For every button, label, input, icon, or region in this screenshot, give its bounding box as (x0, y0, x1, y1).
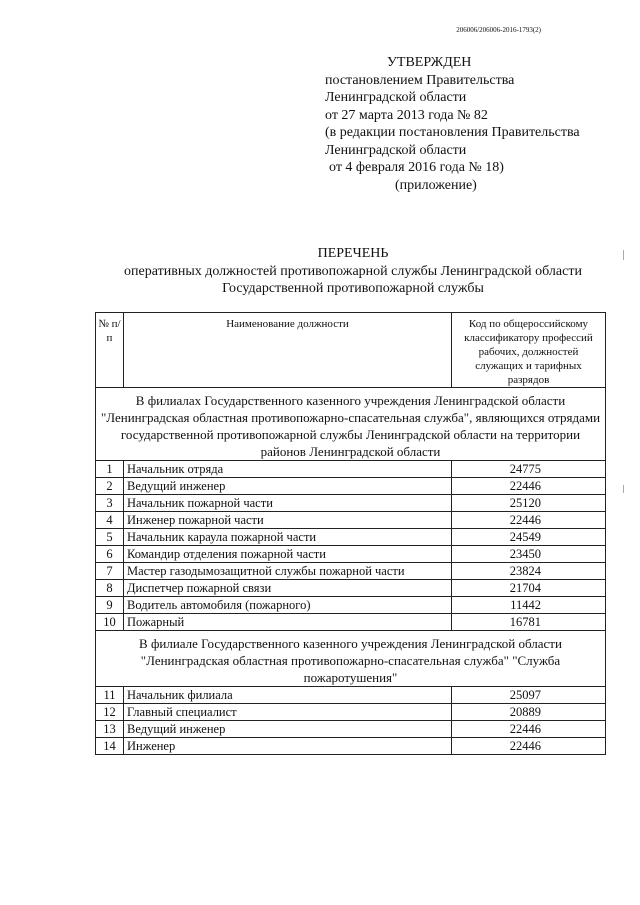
document-heading (0, 245, 640, 298)
approval-line: Ленинградской области (325, 90, 467, 105)
table-row (96, 529, 606, 546)
table-row (96, 461, 606, 478)
approval-line: от 27 марта 2013 года № 82 (325, 107, 488, 123)
row-code: 21704 (452, 580, 606, 597)
document-id: 206006/206006-2016-1793(2) (456, 26, 541, 34)
positions-table (95, 312, 606, 755)
approval-title: УТВЕРЖДЕН (387, 55, 472, 70)
row-code: 22446 (452, 721, 606, 738)
table-row (96, 738, 606, 755)
row-code: 16781 (452, 614, 606, 631)
row-number: 5 (96, 529, 124, 546)
approval-block (325, 54, 580, 194)
approval-line: (в редакции постановления Правительства (325, 125, 580, 140)
approval-line: от 4 февраля 2016 года № 18) (329, 160, 504, 175)
row-number: 9 (96, 597, 124, 614)
scan-mark (623, 250, 624, 260)
table-row (96, 721, 606, 738)
section-row (96, 631, 606, 687)
row-code: 20889 (452, 704, 606, 721)
table-row (96, 597, 606, 614)
row-number: 10 (96, 614, 124, 631)
heading-line: оперативных должностей противопожарной службы Ленинградской области (124, 263, 582, 279)
row-code: 22446 (452, 738, 606, 755)
row-number: 13 (96, 721, 124, 738)
section-row (96, 388, 606, 461)
section-title: В филиалах Государственного казенного учреждения Ленинградской области "Ленинградская областная противопожарно-спасательная служба", являющихся отрядами государственной противопожарной службы Ленинградской области на территории районов Ленинградской области (96, 388, 606, 461)
row-position-name: Начальник пожарной части (124, 495, 452, 512)
row-code: 24775 (452, 461, 606, 478)
table-row (96, 563, 606, 580)
row-number: 4 (96, 512, 124, 529)
row-position-name: Водитель автомобиля (пожарного) (124, 597, 452, 614)
row-number: 7 (96, 563, 124, 580)
row-code: 25120 (452, 495, 606, 512)
heading-title: ПЕРЕЧЕНЬ (317, 246, 389, 261)
row-number: 3 (96, 495, 124, 512)
row-number: 12 (96, 704, 124, 721)
row-position-name: Начальник караула пожарной части (124, 529, 452, 546)
table-row (96, 512, 606, 529)
table-row (96, 687, 606, 704)
row-number: 1 (96, 461, 124, 478)
row-position-name: Главный специалист (124, 704, 452, 721)
row-number: 14 (96, 738, 124, 755)
table-row (96, 478, 606, 495)
row-code: 23824 (452, 563, 606, 580)
approval-line: постановлением Правительства (325, 72, 515, 88)
row-position-name: Инженер (124, 738, 452, 755)
heading-line: Государственной противопожарной службы (222, 281, 484, 296)
row-position-name: Начальник отряда (124, 461, 452, 478)
row-code: 25097 (452, 687, 606, 704)
table-row (96, 495, 606, 512)
row-code: 22446 (452, 512, 606, 529)
header-position-name: Наименование должности (124, 313, 452, 388)
approval-line: (приложение) (395, 177, 477, 193)
row-position-name: Диспетчер пожарной связи (124, 580, 452, 597)
approval-line: Ленинградской области (325, 142, 467, 158)
row-position-name: Пожарный (124, 614, 452, 631)
table-row (96, 614, 606, 631)
header-classifier-code: Код по общероссийскому классификатору профессий рабочих, должностей служащих и тарифных разрядов (452, 313, 606, 388)
row-position-name: Инженер пожарной части (124, 512, 452, 529)
row-number: 8 (96, 580, 124, 597)
header-number: № п/п (96, 313, 124, 388)
row-code: 23450 (452, 546, 606, 563)
row-position-name: Мастер газодымозащитной службы пожарной части (124, 563, 452, 580)
row-number: 6 (96, 546, 124, 563)
row-position-name: Ведущий инженер (124, 721, 452, 738)
row-number: 11 (96, 687, 124, 704)
row-position-name: Начальник филиала (124, 687, 452, 704)
row-code: 11442 (452, 597, 606, 614)
row-code: 22446 (452, 478, 606, 495)
section-title: В филиале Государственного казенного учреждения Ленинградской области "Ленинградская областная противопожарно-спасательная служба" "Служба пожаротушения" (96, 631, 606, 687)
row-position-name: Ведущий инженер (124, 478, 452, 495)
row-position-name: Командир отделения пожарной части (124, 546, 452, 563)
table-header-row (96, 313, 606, 388)
row-code: 24549 (452, 529, 606, 546)
table-row (96, 546, 606, 563)
row-number: 2 (96, 478, 124, 495)
table-row (96, 580, 606, 597)
table-row (96, 704, 606, 721)
scan-mark (623, 485, 624, 493)
